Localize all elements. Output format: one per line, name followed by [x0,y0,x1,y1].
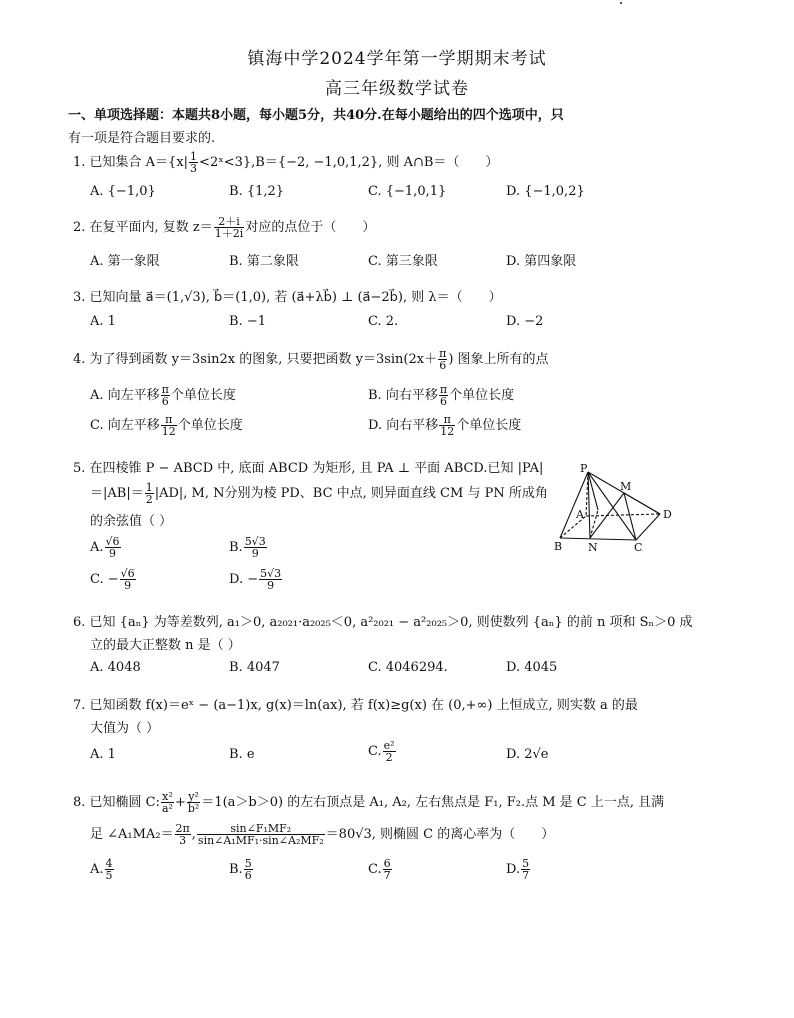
label-d: D [663,508,672,521]
q2-option-a[interactable]: A. 第一象限 [90,254,160,269]
q2-option-c[interactable]: C. 第三象限 [368,254,438,269]
q8-option-b[interactable]: B. $\frac{5}{6}$ [229,857,252,882]
pyramid-figure [548,460,678,560]
q1-option-b[interactable]: B. {1,2} [229,184,285,199]
q1-option-a[interactable]: A. {−1,0} [90,184,156,199]
q2-fraction: $\frac{2+i}{1+2i}$ [214,215,244,240]
q5-option-c[interactable]: C. − $\frac{√6}{9}$ [90,567,135,592]
question-2 [73,216,375,239]
q1-text-a: 1. 已知集合 A＝{x| [73,155,189,170]
q4-option-a[interactable]: A. 向左平移 $\frac{\pi}{6}$ 个单位长度 [90,383,236,408]
q4-option-b[interactable]: B. 向右平移 $\frac{\pi}{6}$ 个单位长度 [368,383,515,408]
q2-text-b: 对应的点位于（ ） [245,220,376,235]
q7-option-d[interactable]: D. 2√e [506,747,549,762]
question-7-line-1: 7. 已知函数 f(x)＝eˣ − (a−1)x, g(x)＝ln(ax), 若 f(x)≥g(x) 在 (0,+∞) 上恒成立, 则实数 a 的最 [73,698,638,713]
section-heading: 一、单项选择题：本题共8小题，每小题5分，共40分.在每小题给出的四个选项中，只 [68,108,564,123]
question-6-line-2: 立的最大正整数 n 是（ ） [90,638,241,653]
q4-text-a: 4. 为了得到函数 y＝3sin2x 的图象, 只要把函数 y＝3sin(2x＋ [73,352,438,367]
question-7-line-2: 大值为（ ） [90,721,160,736]
q7-option-b[interactable]: B. e [229,747,255,762]
label-b: B [554,540,563,553]
exam-subtitle: 高三年级数学试卷 [325,79,469,99]
q6-option-a[interactable]: A. 4048 [90,660,141,675]
q2-option-b[interactable]: B. 第二象限 [229,254,299,269]
q8-option-d[interactable]: D. $\frac{5}{7}$ [506,857,530,882]
question-5-line-1: 5. 在四棱锥 P − ABCD 中, 底面 ABCD 为矩形, 且 PA ⊥ 平面 ABCD.已知 |PA| [73,461,544,476]
q4-text-b: ) 图象上所有的点 [448,352,549,367]
label-a: A [576,508,584,521]
question-6-line-1: 6. 已知 {aₙ} 为等差数列, a₁＞0, a₂₀₂₁·a₂₀₂₅＜0, a²₂₀₂₁ − a²₂₀₂₅＞0, 则使数列 {aₙ} 的前 n 项和 Sₙ＞0 成 [73,615,693,630]
q4-option-d[interactable]: D. 向右平移 $\frac{\pi}{12}$ 个单位长度 [368,413,522,438]
question-8-line-1: 8. 已知椭圆 C: $\frac{\text{x²}}{\text{a²}}$ + $\frac{\text{y²}}{\text{b²}}$ ＝1(a＞b＞0) 的左右顶点是 A₁, A₂, 左右焦点是 F₁, F₂.点 M 是 C 上一点, 且满 [73,790,665,815]
label-c: C [634,541,643,554]
q6-option-c[interactable]: C. 4046294. [368,660,448,675]
q1-option-d[interactable]: D. {−1,0,2} [506,184,585,199]
question-8-line-2: 足 ∠A₁MA₂＝ $\frac{2\pi}{3}$ , $\frac{\text{sin∠F₁MF₂}}{\text{sin∠A₁MF₁·sin∠A₂MF₂}}$ ＝80√3, 则椭圆 C 的离心率为（ ） [90,822,555,847]
q4-option-c[interactable]: C. 向左平移 $\frac{\pi}{12}$ 个单位长度 [90,413,243,438]
q3-option-d[interactable]: D. −2 [506,314,544,329]
exam-title: 镇海中学2024学年第一学期期末考试 [247,49,547,69]
q5-option-b[interactable]: B. $\frac{5√3}{9}$ [229,535,266,560]
q3-option-a[interactable]: A. 1 [90,314,116,329]
q6-option-b[interactable]: B. 4047 [229,660,280,675]
question-4 [73,348,549,371]
q3-option-c[interactable]: C. 2. [368,314,399,329]
q7-option-a[interactable]: A. 1 [90,747,116,762]
q1-text-b: <2ˣ<3},B＝{−2, −1,0,1,2}, 则 A∩B＝（ ） [199,155,499,170]
question-3: 3. 已知向量 a⃗＝(1,√3), b⃗＝(1,0), 若 (a⃗+λb⃗) ⊥ (a⃗−2b⃗), 则 λ＝（ ） [73,290,502,305]
q6-option-d[interactable]: D. 4045 [506,660,558,675]
question-1 [73,151,498,174]
q7-option-c[interactable]: C. $\frac{\text{e²}}{2}$ [368,739,395,764]
q2-option-d[interactable]: D. 第四象限 [506,254,577,269]
q5-option-a[interactable]: A. $\frac{√6}{9}$ [90,535,120,560]
q3-option-b[interactable]: B. −1 [229,314,266,329]
section-heading-cont: 有一项是符合题目要求的. [68,131,216,146]
q1-option-c[interactable]: C. {−1,0,1} [368,184,447,199]
q1-fraction: $\frac{1}{3}$ [190,150,198,175]
q8-option-a[interactable]: A. $\frac{4}{5}$ [90,857,113,882]
q4-fraction: $\frac{\pi}{6}$ [439,347,447,372]
label-m: M [620,480,632,493]
corner-mark [620,2,622,4]
q5-option-d[interactable]: D. − $\frac{5√3}{9}$ [229,567,282,592]
label-p: P [580,462,588,475]
label-n: N [588,541,598,554]
q8-option-c[interactable]: C. $\frac{6}{7}$ [368,857,391,882]
q2-text-a: 2. 在复平面内, 复数 z＝ [73,220,213,235]
question-5-line-2: ＝|AB|＝ $\frac{1}{2}$ |AD|, M, N分别为棱 PD、BC 中点, 则异面直线 CM 与 PN 所成角 [90,481,548,506]
question-5-line-3: 的余弦值（ ） [90,514,173,529]
